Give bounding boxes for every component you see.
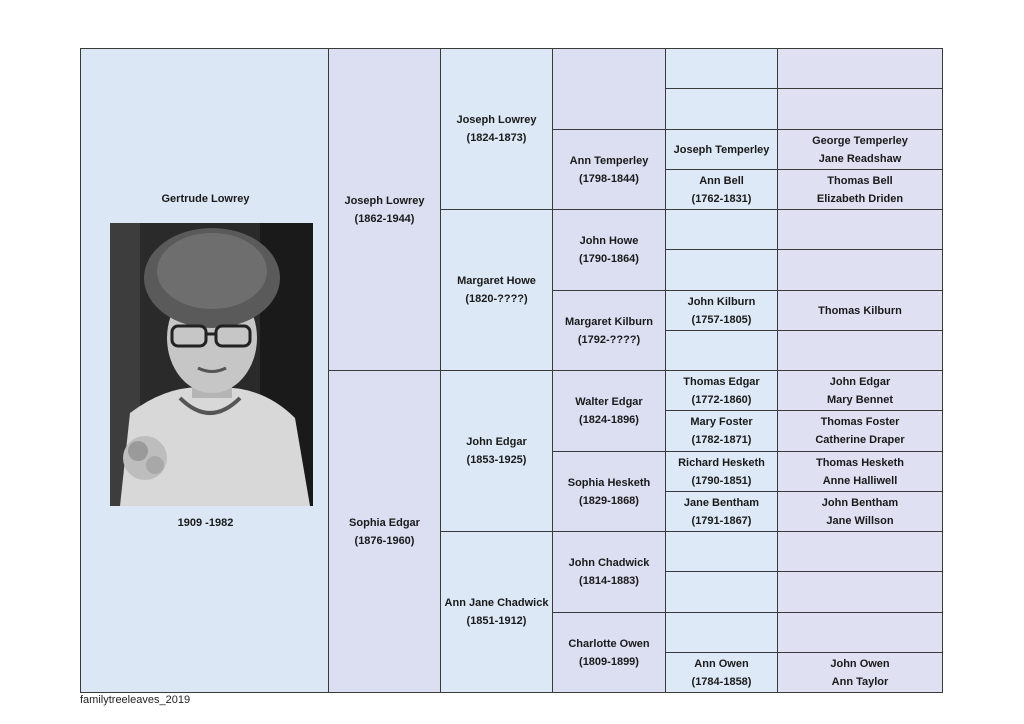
- gen2-dates: (1862-1944): [354, 212, 415, 225]
- gen2-name: Joseph Lowrey: [344, 194, 425, 207]
- gen2-dates: (1876-1960): [354, 534, 415, 547]
- gen5-line1: Richard Hesketh: [678, 456, 765, 469]
- gen6-cell: [777, 249, 943, 291]
- gen5-line2: (1784-1858): [691, 675, 752, 688]
- gen6-line2: Elizabeth Driden: [816, 192, 904, 205]
- gen5-cell: [665, 48, 778, 89]
- gen6-cell: [777, 451, 943, 492]
- gen5-cell: [665, 129, 778, 170]
- gen3-cell: [440, 209, 553, 371]
- gen6-cell: [777, 571, 943, 613]
- gen4-cell: [552, 290, 666, 372]
- gen5-cell: [665, 612, 778, 653]
- gen3-name: John Edgar: [466, 436, 527, 448]
- gen6-cell: [777, 531, 943, 572]
- gen3-dates: (1853-1925): [466, 454, 527, 466]
- gen4-cell: [552, 531, 666, 613]
- footer-credit: familytreeleaves_2019: [80, 694, 191, 706]
- gen6-line1: George Temperley: [812, 134, 908, 147]
- gen4-dates: (1798-1844): [579, 173, 639, 185]
- gen6-line2: Anne Halliwell: [822, 474, 898, 487]
- gen6-line2: Jane Willson: [826, 514, 894, 527]
- gen6-cell: [777, 209, 943, 250]
- gen6-line1: Thomas Foster: [820, 416, 900, 428]
- gen5-cell: [665, 169, 778, 210]
- gen6-line1: Thomas Bell: [827, 174, 893, 187]
- gen6-cell: [777, 129, 943, 170]
- gen5-line2: (1782-1871): [691, 434, 752, 446]
- gen5-line1: Jane Bentham: [683, 496, 760, 509]
- gen4-dates: (1824-1896): [579, 414, 639, 426]
- gen5-cell: [665, 491, 778, 532]
- gen6-line2: Jane Readshaw: [818, 152, 902, 165]
- gen6-line1: John Owen: [830, 657, 890, 670]
- gen3-cell: [440, 531, 553, 693]
- gen3-dates: (1820-????): [465, 293, 528, 305]
- gen6-cell: [777, 652, 943, 693]
- gen5-line1: Mary Foster: [690, 416, 753, 428]
- gen3-name: Margaret Howe: [457, 275, 536, 287]
- gen3-name: Joseph Lowrey: [456, 114, 537, 126]
- gen6-line1: Thomas Hesketh: [815, 456, 905, 469]
- gen4-cell: [552, 612, 666, 693]
- gen6-cell: [777, 370, 943, 411]
- gen2-name: Sophia Edgar: [349, 516, 420, 529]
- gen6-cell: [777, 330, 943, 371]
- gen5-line1: Thomas Edgar: [683, 375, 760, 388]
- gen4-cell: [552, 209, 666, 291]
- subject-name: Gertrude Lowrey: [161, 193, 250, 205]
- gen6-line2: Catherine Draper: [815, 434, 905, 446]
- gen5-line2: (1791-1867): [691, 514, 752, 527]
- gen4-name: Charlotte Owen: [568, 637, 650, 650]
- gen6-line2: Mary Bennet: [826, 393, 894, 406]
- gen4-dates: (1814-1883): [579, 575, 639, 587]
- gen4-dates: (1790-1864): [579, 253, 639, 265]
- gen4-name: Walter Edgar: [575, 396, 643, 408]
- gen6-line1: John Edgar: [829, 375, 891, 388]
- gen5-line2: (1762-1831): [691, 192, 752, 205]
- portrait-photo: [110, 223, 313, 506]
- gen5-cell: [665, 451, 778, 492]
- gen5-cell: [665, 370, 778, 411]
- gen3-cell: [440, 370, 553, 532]
- gen2-cell-father: [328, 48, 441, 371]
- gen4-dates: (1829-1868): [579, 495, 639, 507]
- gen4-dates: (1792-????): [577, 334, 641, 346]
- subject-dates: 1909 -1982: [177, 517, 234, 529]
- gen5-cell: [665, 290, 778, 331]
- gen3-cell: [440, 48, 553, 210]
- gen5-line2: (1757-1805): [691, 313, 752, 326]
- gen4-cell: [552, 370, 666, 452]
- gen5-cell: [665, 209, 778, 250]
- gen5-cell: [665, 249, 778, 291]
- gen6-cell: [777, 491, 943, 532]
- gen6-cell: [777, 290, 943, 331]
- gen4-cell: [552, 129, 666, 211]
- gen5-cell: [665, 652, 778, 693]
- gen4-name: Ann Temperley: [569, 155, 649, 167]
- gen5-cell: [665, 330, 778, 371]
- gen6-line1: Thomas Kilburn: [818, 304, 902, 317]
- gen6-line2: Ann Taylor: [831, 675, 889, 688]
- gen4-cell: [552, 451, 666, 533]
- gen5-line2: (1772-1860): [691, 393, 752, 406]
- gen4-name: John Howe: [579, 235, 639, 247]
- gen6-line1: John Bentham: [821, 496, 899, 509]
- gen6-cell: [777, 88, 943, 130]
- gen3-dates: (1824-1873): [466, 132, 527, 144]
- gen2-cell-mother: [328, 370, 441, 693]
- gen3-name: Ann Jane Chadwick: [444, 597, 549, 609]
- gen6-cell: [777, 612, 943, 653]
- gen6-cell: [777, 410, 943, 452]
- gen5-cell: [665, 410, 778, 452]
- gen3-dates: (1851-1912): [466, 615, 527, 627]
- gen6-cell: [777, 48, 943, 89]
- gen5-line1: John Kilburn: [687, 295, 756, 308]
- gen4-cell: [552, 48, 666, 130]
- gen5-cell: [665, 88, 778, 130]
- gen6-cell: [777, 169, 943, 210]
- gen4-name: Sophia Hesketh: [567, 477, 651, 489]
- gen4-name: Margaret Kilburn: [564, 316, 653, 328]
- gen5-cell: [665, 531, 778, 572]
- gen4-name: John Chadwick: [568, 557, 650, 569]
- gen5-line1: Ann Bell: [699, 174, 744, 187]
- portrait-illustration: [110, 223, 313, 506]
- gen5-line1: Joseph Temperley: [673, 143, 770, 156]
- gen5-line1: Ann Owen: [694, 657, 749, 670]
- gen4-dates: (1809-1899): [579, 655, 639, 668]
- gen5-cell: [665, 571, 778, 613]
- gen5-line2: (1790-1851): [691, 474, 752, 487]
